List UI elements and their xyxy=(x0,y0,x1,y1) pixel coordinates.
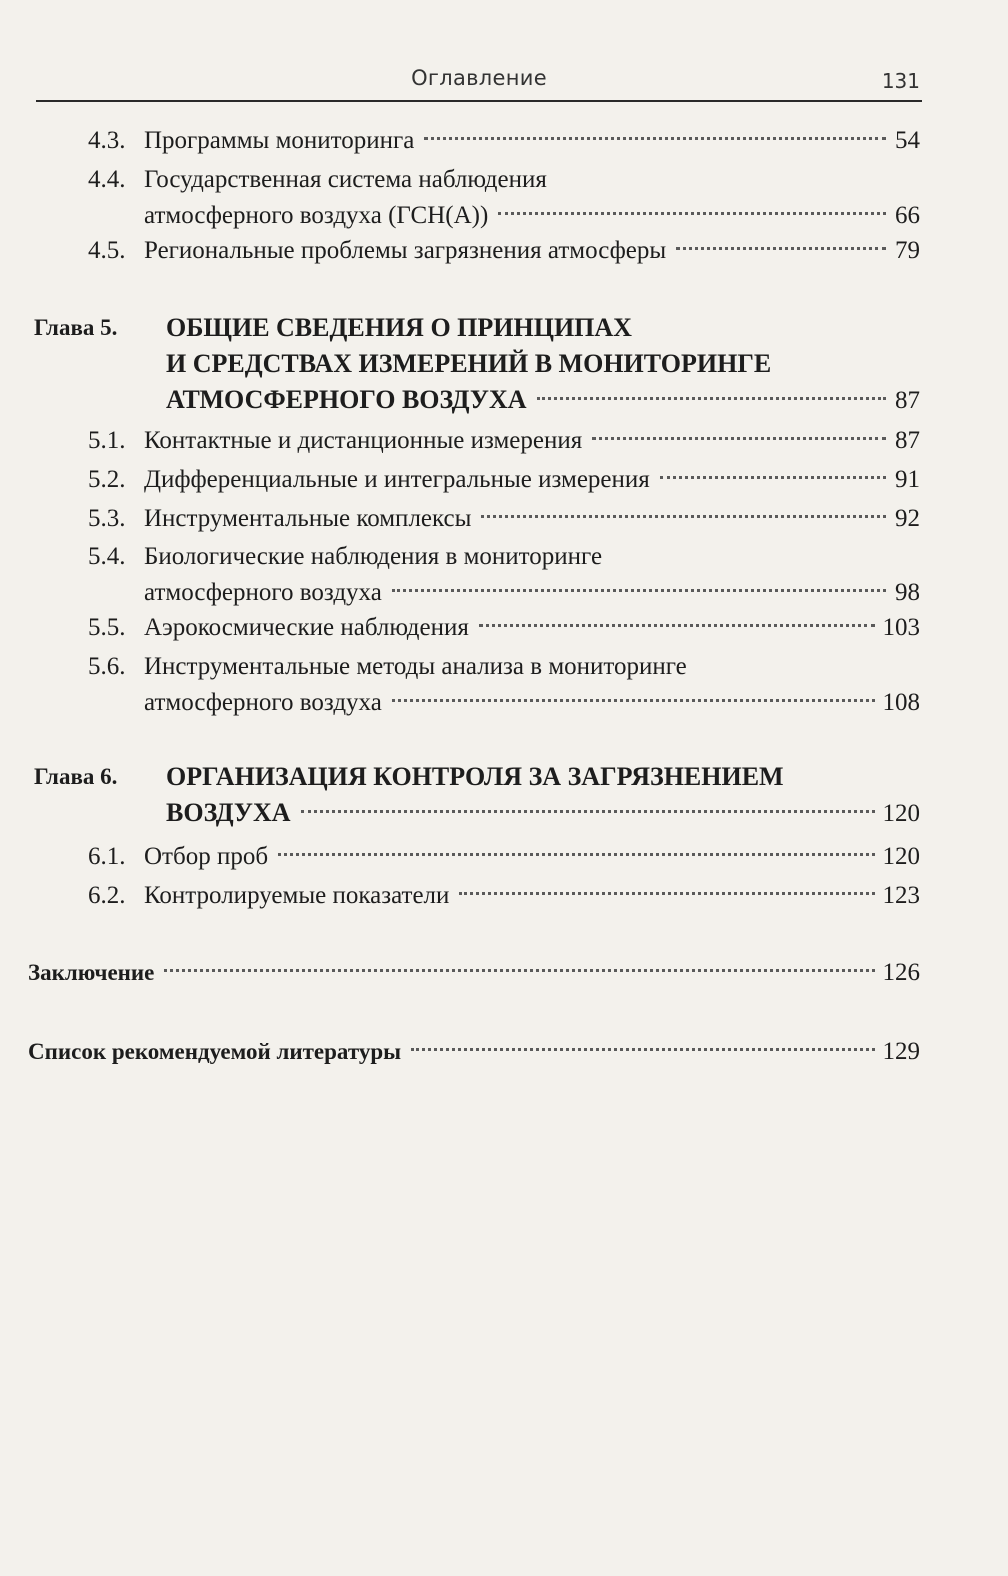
toc-entry-number: Глава 6. xyxy=(34,764,118,789)
toc-entry-page: 66 xyxy=(895,202,920,229)
toc-entry-number: 4.3. xyxy=(88,127,126,154)
dot-leader xyxy=(424,137,886,140)
toc-entry-title: Государственная система наблюдения xyxy=(144,166,547,193)
toc-entry-page: 129 xyxy=(882,1038,920,1065)
toc-entry-title: Региональные проблемы загрязнения атмосферы xyxy=(144,237,667,264)
toc-entry-number: 6.2. xyxy=(88,882,126,909)
dot-leader xyxy=(411,1048,874,1051)
dot-leader xyxy=(481,515,886,518)
toc-entry-title: АТМОСФЕРНОГО ВОЗДУХА xyxy=(166,385,527,414)
toc-entry-title: Список рекомендуемой литературы xyxy=(28,1039,402,1064)
header-page-number: 131 xyxy=(881,69,920,93)
toc-entry-number: 4.4. xyxy=(88,166,126,193)
toc-entry-page: 108 xyxy=(882,689,920,716)
dot-leader xyxy=(676,247,886,250)
toc-entry-page: 98 xyxy=(895,579,920,606)
toc-entry-page: 123 xyxy=(882,882,920,909)
toc-entry-title: ОРГАНИЗАЦИЯ КОНТРОЛЯ ЗА ЗАГРЯЗНЕНИЕМ xyxy=(166,762,784,791)
running-header xyxy=(36,60,922,102)
toc-entry-title: Инструментальные комплексы xyxy=(144,505,472,532)
toc-entry-title: атмосферного воздуха xyxy=(144,689,382,716)
dot-leader xyxy=(660,476,886,479)
dot-leader xyxy=(301,810,875,813)
toc-entry-page: 120 xyxy=(882,800,920,827)
toc-entry-title: Дифференциальные и интегральные измерения xyxy=(144,466,650,493)
toc-entry-title: Отбор проб xyxy=(144,843,269,870)
toc-entry-page: 87 xyxy=(895,427,920,454)
toc-entry-title: Заключение xyxy=(28,960,155,985)
dot-leader xyxy=(278,853,874,856)
toc-entry-number: 6.1. xyxy=(88,843,126,870)
toc-entry-number: 5.5. xyxy=(88,614,126,641)
dot-leader xyxy=(498,212,886,215)
header-title: Оглавление xyxy=(411,66,547,90)
toc-entry-page: 92 xyxy=(895,505,920,532)
toc-entry-page: 87 xyxy=(895,387,920,414)
toc-entry-title: Контактные и дистанционные измерения xyxy=(144,427,583,454)
toc-entry-title: Биологические наблюдения в мониторинге xyxy=(144,543,603,570)
toc-entry-title: Аэрокосмические наблюдения xyxy=(144,614,469,641)
toc-entry-number: 5.3. xyxy=(88,505,126,532)
toc-entry-title: Инструментальные методы анализа в мониторинге xyxy=(144,653,687,680)
toc-entry-title: атмосферного воздуха xyxy=(144,579,382,606)
toc-entry-page: 91 xyxy=(895,466,920,493)
dot-leader xyxy=(392,589,886,592)
toc-entry-page: 79 xyxy=(895,237,920,264)
dot-leader xyxy=(592,437,886,440)
toc-entry-page: 54 xyxy=(895,127,920,154)
dot-leader xyxy=(479,624,875,627)
toc-entry-page: 126 xyxy=(882,959,920,986)
toc-entry-title: атмосферного воздуха (ГСН(А)) xyxy=(144,202,489,229)
toc-entry-title: ВОЗДУХА xyxy=(166,798,291,827)
toc-entry-number: 5.1. xyxy=(88,427,126,454)
toc-entry-number: 5.2. xyxy=(88,466,126,493)
toc-entry-title: ОБЩИЕ СВЕДЕНИЯ О ПРИНЦИПАХ xyxy=(166,313,632,342)
dot-leader xyxy=(459,892,874,895)
toc-entry-number: 5.6. xyxy=(88,653,126,680)
toc-entry-number: 4.5. xyxy=(88,237,126,264)
dot-leader xyxy=(164,969,874,972)
toc-entry-title: Программы мониторинга xyxy=(144,127,415,154)
toc-entry-number: 5.4. xyxy=(88,543,126,570)
dot-leader xyxy=(537,397,886,400)
toc-entry-title: Контролируемые показатели xyxy=(144,882,450,909)
toc-entry-title: И СРЕДСТВАХ ИЗМЕРЕНИЙ В МОНИТОРИНГЕ xyxy=(166,349,772,378)
toc-entry-number: Глава 5. xyxy=(34,315,118,340)
dot-leader xyxy=(392,699,875,702)
toc-entry-page: 120 xyxy=(882,843,920,870)
toc-entry-page: 103 xyxy=(882,614,920,641)
